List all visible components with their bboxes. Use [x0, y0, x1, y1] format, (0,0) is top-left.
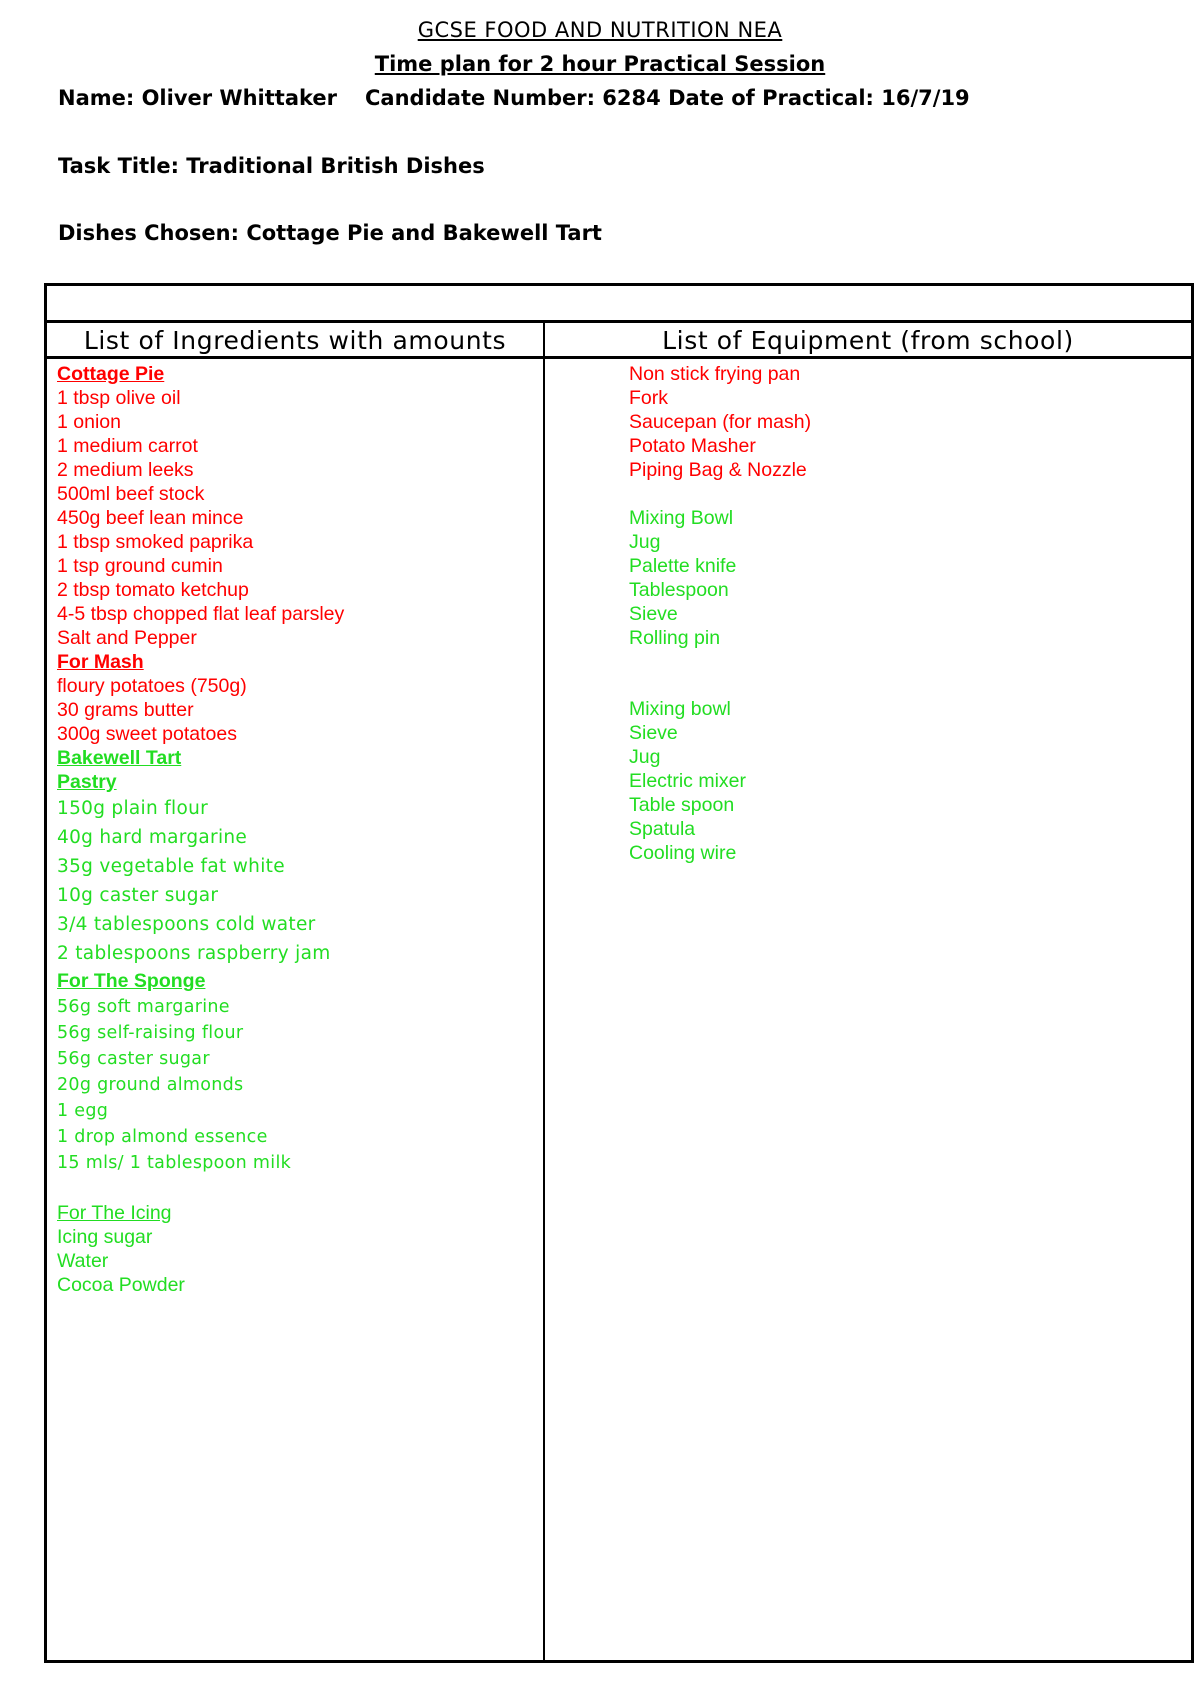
ingredient-item: 2 medium leeks: [57, 459, 194, 481]
equipment-item: Fork: [629, 387, 668, 409]
document-subtitle: Time plan for 2 hour Practical Session: [374, 52, 826, 76]
ingredients-equipment-table: [44, 283, 1194, 1663]
ingredient-item: 56g soft margarine: [57, 997, 230, 1017]
ingredient-item: Salt and Pepper: [57, 627, 197, 649]
ingredient-section-heading: For Mash: [57, 651, 144, 673]
task-title: Task Title: Traditional British Dishes: [58, 154, 485, 178]
ingredient-item: 30 grams butter: [57, 699, 194, 721]
ingredient-section-heading: Cottage Pie: [57, 363, 165, 385]
ingredient-item: 1 drop almond essence: [57, 1127, 268, 1147]
equipment-item: Tablespoon: [629, 579, 729, 601]
ingredient-item: 1 egg: [57, 1101, 109, 1121]
ingredient-item: Water: [57, 1250, 109, 1272]
table-header-row: [47, 323, 1191, 359]
equipment-item: Non stick frying pan: [629, 363, 801, 385]
equipment-item: Jug: [629, 531, 661, 553]
ingredients-column-header: List of Ingredients with amounts: [83, 326, 507, 355]
student-name: Name: Oliver Whittaker: [58, 86, 337, 110]
equipment-item: Spatula: [629, 818, 696, 840]
ingredient-item: Cocoa Powder: [57, 1274, 185, 1296]
ingredient-section-heading: For The Sponge: [57, 970, 206, 992]
ingredient-item: 150g plain flour: [57, 798, 209, 819]
equipment-item: Rolling pin: [629, 627, 721, 649]
candidate-info-line: [58, 86, 970, 110]
equipment-item: Sieve: [629, 722, 678, 744]
ingredient-item: 3/4 tablespoons cold water: [57, 914, 316, 935]
ingredient-item: 4-5 tbsp chopped flat leaf parsley: [57, 603, 345, 625]
equipment-item: Mixing Bowl: [629, 507, 734, 529]
dishes-chosen: Dishes Chosen: Cottage Pie and Bakewell Tart: [58, 221, 602, 245]
equipment-item: Palette knife: [629, 555, 737, 577]
ingredient-item: 15 mls/ 1 tablespoon milk: [57, 1153, 292, 1173]
document-title: GCSE FOOD AND NUTRITION NEA: [417, 18, 783, 42]
ingredient-item: 2 tablespoons raspberry jam: [57, 943, 331, 964]
equipment-item: Table spoon: [629, 794, 735, 816]
ingredient-item: 450g beef lean mince: [57, 507, 244, 529]
ingredient-section-heading: Bakewell Tart: [57, 747, 182, 769]
ingredient-item: 300g sweet potatoes: [57, 723, 237, 745]
ingredient-item: 56g caster sugar: [57, 1049, 210, 1069]
ingredient-item: 2 tbsp tomato ketchup: [57, 579, 249, 601]
equipment-item: Jug: [629, 746, 661, 768]
equipment-item: Mixing bowl: [629, 698, 731, 720]
equipment-column-header: List of Equipment (from school): [662, 326, 1074, 355]
ingredient-item: 40g hard margarine: [57, 827, 248, 848]
ingredient-item: 1 tbsp smoked paprika: [57, 531, 254, 553]
ingredient-item: 1 medium carrot: [57, 435, 198, 457]
ingredient-item: 56g self-raising flour: [57, 1023, 244, 1043]
table-blank-row: [47, 286, 1191, 323]
ingredient-item: Icing sugar: [57, 1226, 153, 1248]
column-divider: [543, 323, 545, 1660]
candidate-number-and-date: Candidate Number: 6284 Date of Practical: 16/7/19: [365, 86, 970, 110]
ingredient-item: 10g caster sugar: [57, 885, 219, 906]
equipment-item: Potato Masher: [629, 435, 756, 457]
equipment-item: Saucepan (for mash): [629, 411, 812, 433]
ingredient-item: 20g ground almonds: [57, 1075, 244, 1095]
ingredient-item: floury potatoes (750g): [57, 675, 247, 697]
equipment-item: Cooling wire: [629, 842, 737, 864]
ingredient-item: 1 onion: [57, 411, 121, 433]
ingredient-section-heading: Pastry: [57, 771, 117, 793]
ingredient-section-heading: For The Icing: [57, 1202, 172, 1224]
ingredient-item: 1 tbsp olive oil: [57, 387, 181, 409]
ingredient-item: 1 tsp ground cumin: [57, 555, 223, 577]
equipment-item: Electric mixer: [629, 770, 747, 792]
equipment-item: Sieve: [629, 603, 678, 625]
ingredient-item: 35g vegetable fat white: [57, 856, 285, 877]
ingredient-item: 500ml beef stock: [57, 483, 205, 505]
equipment-item: Piping Bag & Nozzle: [629, 459, 807, 481]
